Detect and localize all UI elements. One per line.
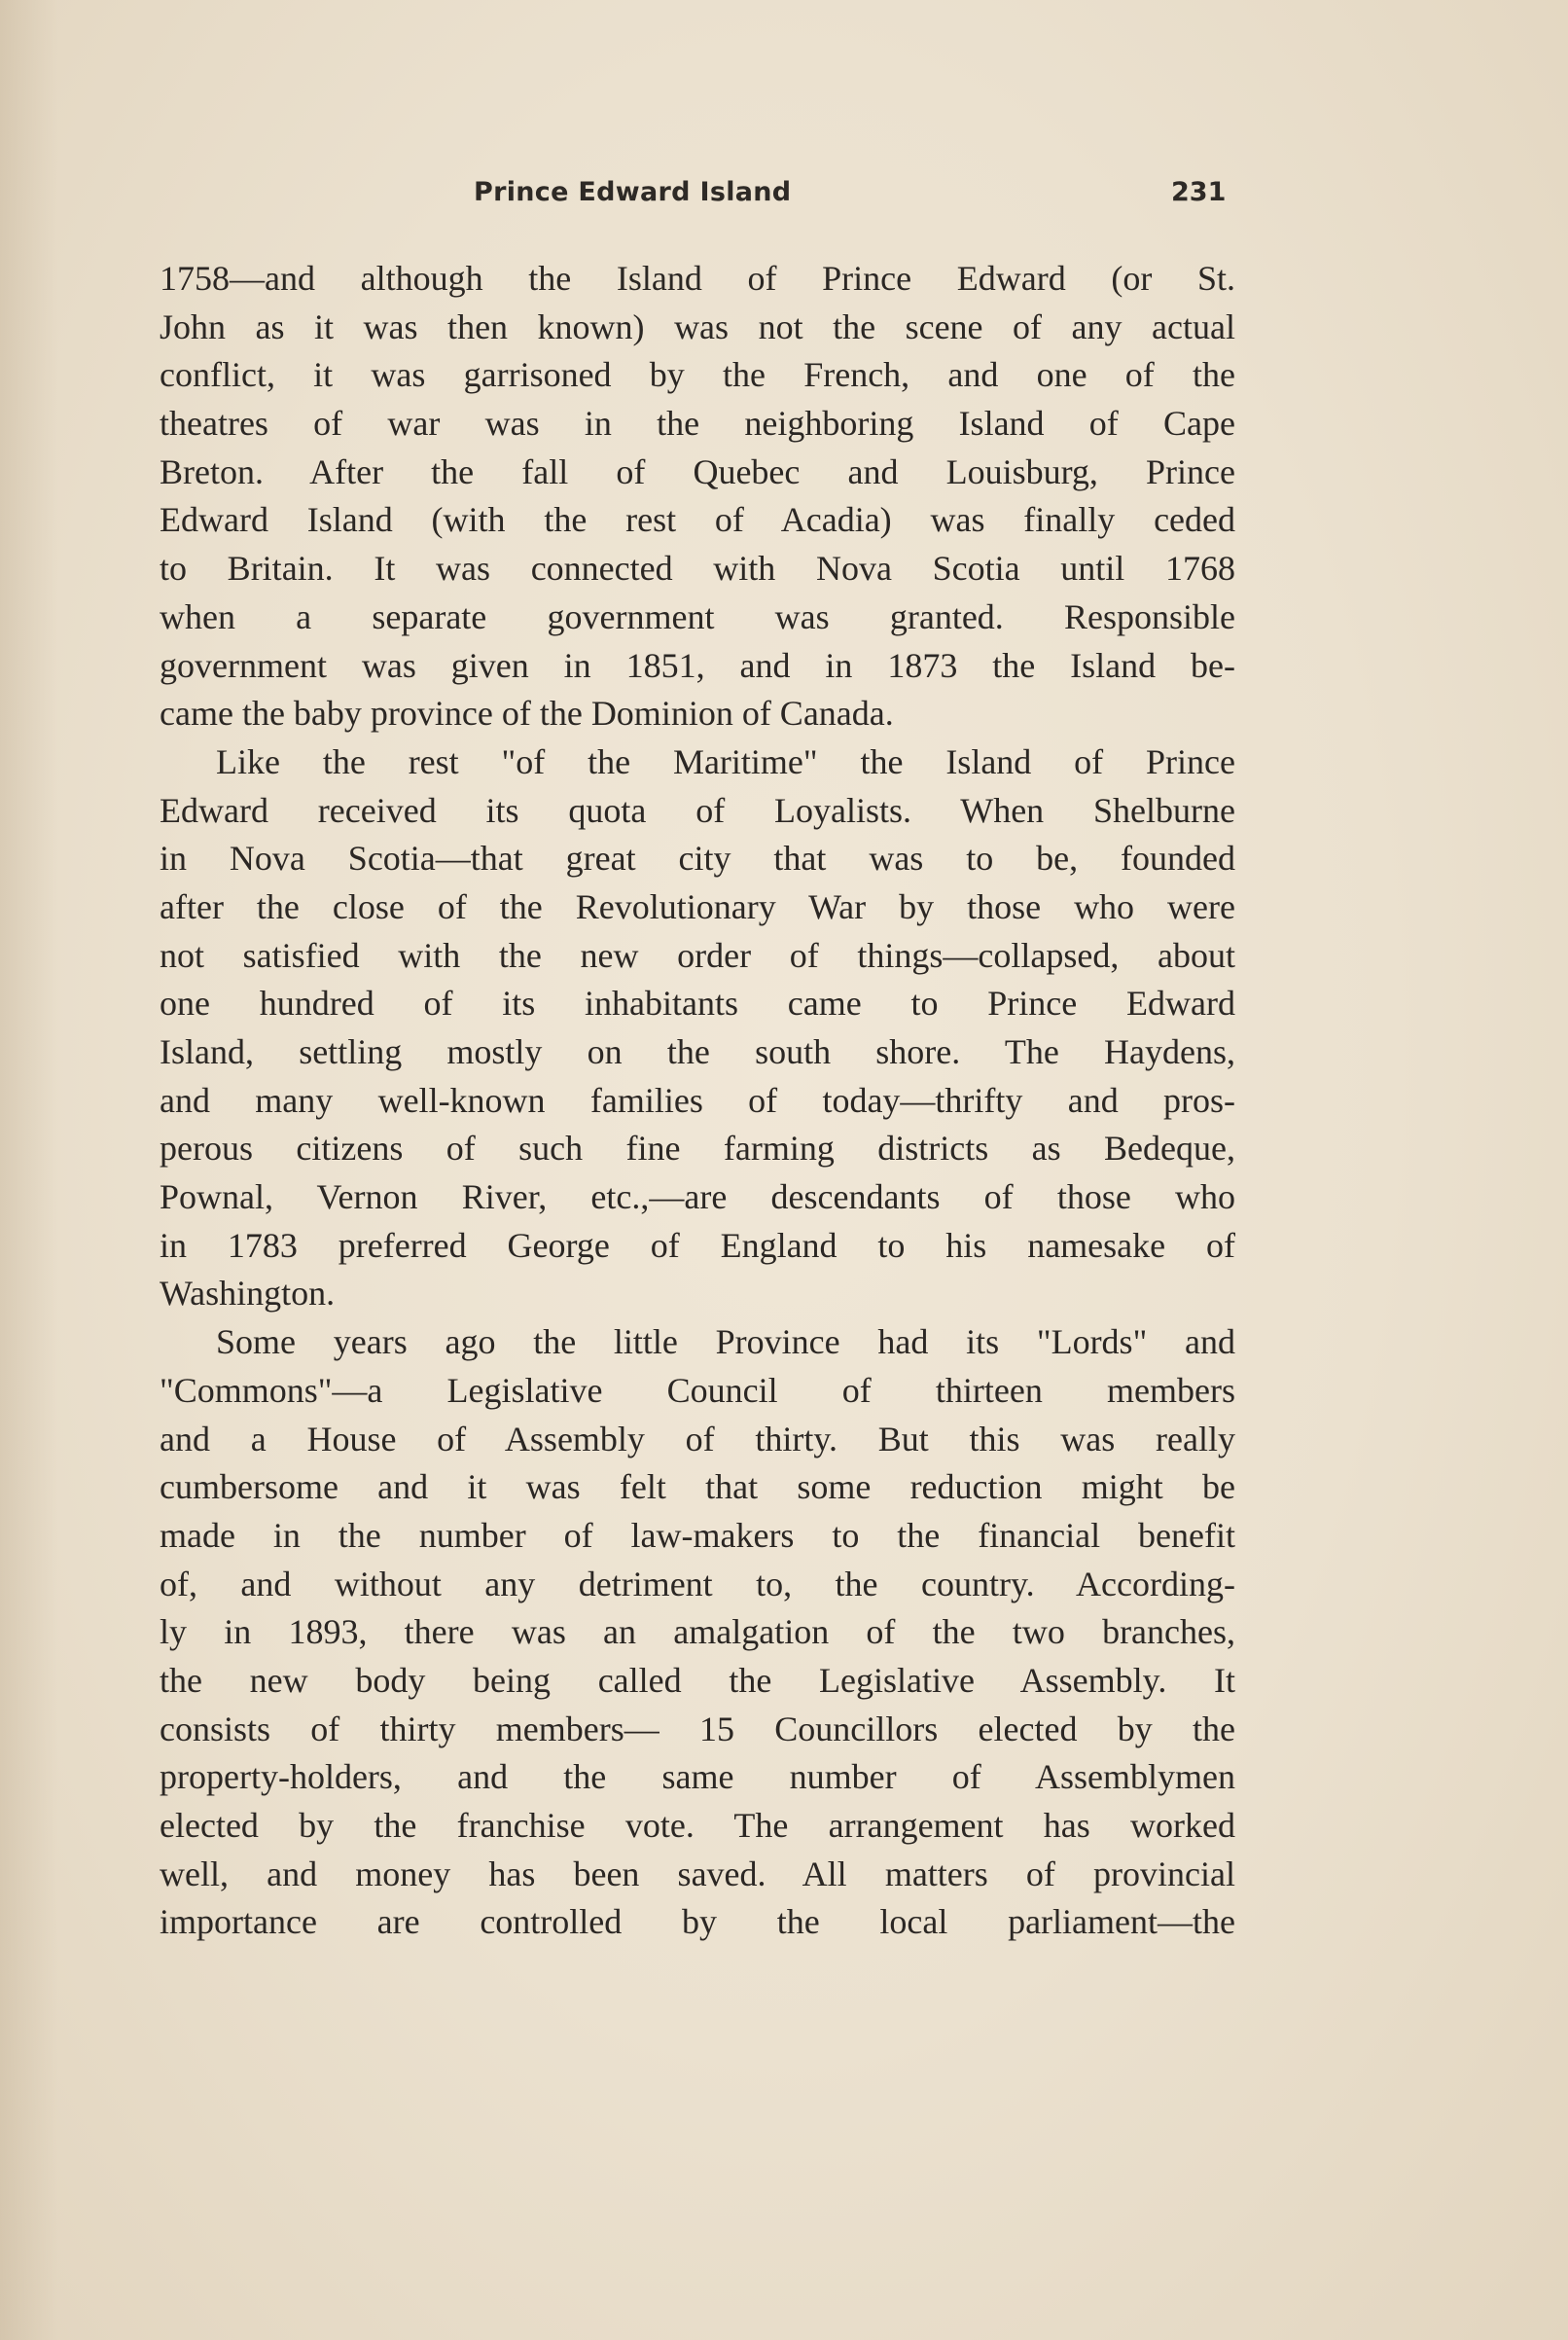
text-line: to Britain. It was connected with Nova Scotia until 1768 [160,549,1235,589]
text-line: consists of thirty members— 15 Councillors elected by the [160,1709,1235,1748]
text-line: when a separate government was granted. Responsible [160,596,1235,636]
text-line: Like the rest "of the Maritime" the Island of Prince [216,741,1235,781]
text-line: elected by the franchise vote. The arrangement has worked [160,1806,1235,1845]
page-number: 231 [1171,177,1227,207]
text-line: Washington. [160,1274,336,1314]
text-line: in 1783 preferred George of England to his namesake of [160,1225,1235,1265]
text-line: of, and without any detriment to, the country. According- [160,1564,1235,1603]
running-header [158,177,1228,216]
text-line: well, and money has been saved. All matters of provincial [160,1854,1235,1893]
text-line: the new body being called the Legislative Assembly. It [160,1660,1235,1700]
text-line: John as it was then known) was not the scene of any actual [160,306,1235,346]
text-line: cumbersome and it was felt that some reduction might be [160,1467,1235,1507]
text-line: one hundred of its inhabitants came to Prince Edward [160,984,1235,1024]
page-gutter-shadow [0,0,58,2340]
body-text [160,255,1235,1947]
text-line: made in the number of law-makers to the financial benefit [160,1515,1235,1555]
text-line: after the close of the Revolutionary War by those who were [160,886,1235,926]
text-line: and a House of Assembly of thirty. But this was really [160,1419,1235,1458]
text-line: importance are controlled by the local parliament—the [160,1902,1235,1942]
text-line: ly in 1893, there was an amalgation of the two branches, [160,1612,1235,1652]
text-line: came the baby province of the Dominion of Canada. [160,694,894,734]
text-line: Island, settling mostly on the south shore. The Haydens, [160,1032,1235,1071]
text-line: 1758—and although the Island of Prince Edward (or St. [160,259,1235,298]
text-line: theatres of war was in the neighboring Island of Cape [160,404,1235,444]
text-line: government was given in 1851, and in 1873 the Island be- [160,645,1235,685]
text-line: Pownal, Vernon River, etc.,—are descendants of those who [160,1177,1235,1217]
text-line: property-holders, and the same number of Assemblymen [160,1757,1235,1797]
text-line: Edward Island (with the rest of Acadia) was finally ceded [160,500,1235,540]
text-line: not satisfied with the new order of things—collapsed, about [160,935,1235,975]
running-title: Prince Edward Island [474,177,792,207]
text-line: Breton. After the fall of Quebec and Louisburg, Prince [160,451,1235,491]
text-line: Edward received its quota of Loyalists. When Shelburne [160,790,1235,830]
text-line: conflict, it was garrisoned by the French, and one of the [160,355,1235,395]
text-line: and many well-known families of today—thrifty and pros- [160,1080,1235,1120]
text-line: in Nova Scotia—that great city that was to be, founded [160,839,1235,879]
text-line: perous citizens of such fine farming districts as Bedeque, [160,1129,1235,1169]
text-line: "Commons"—a Legislative Council of thirteen members [160,1370,1235,1410]
text-line: Some years ago the little Province had its "Lords" and [216,1322,1235,1362]
